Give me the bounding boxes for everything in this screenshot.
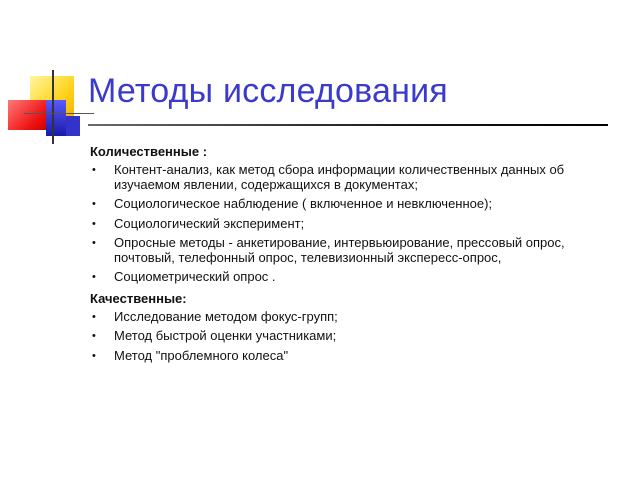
list-item-text: Социометрический опрос . bbox=[114, 269, 276, 284]
page-title: Методы исследования bbox=[88, 72, 448, 110]
title-divider bbox=[88, 124, 608, 126]
list-item-text: Исследование методом фокус-групп; bbox=[114, 308, 338, 324]
bullet-list bbox=[90, 163, 625, 285]
list-item bbox=[90, 349, 625, 364]
list-item-text: Социологическое наблюдение ( включенное и невключенное); bbox=[114, 196, 493, 211]
list-item bbox=[90, 310, 625, 325]
section-qualitative bbox=[90, 290, 625, 364]
bullet-dot-icon: • bbox=[92, 237, 96, 249]
blue-square-small bbox=[66, 116, 80, 136]
bullet-list bbox=[90, 310, 625, 364]
list-item-text: Метод быстрой оценки участниками; bbox=[114, 328, 337, 343]
decorative-squares bbox=[0, 0, 100, 150]
list-item bbox=[90, 197, 625, 212]
bullet-dot-icon: • bbox=[92, 198, 96, 210]
content-body bbox=[90, 143, 625, 368]
list-item bbox=[90, 217, 625, 232]
bullet-dot-icon: • bbox=[92, 330, 96, 342]
list-item bbox=[90, 163, 625, 192]
list-item-text: Метод "проблемного колеса" bbox=[114, 347, 289, 363]
red-square bbox=[8, 100, 48, 130]
blue-square bbox=[46, 100, 66, 136]
bullet-dot-icon: • bbox=[92, 349, 96, 362]
bullet-dot-icon: • bbox=[92, 310, 96, 323]
bullet-dot-icon: • bbox=[92, 164, 96, 176]
section-heading: Количественные : bbox=[90, 144, 208, 159]
list-item bbox=[90, 236, 625, 265]
vertical-line bbox=[52, 70, 54, 144]
list-item-text: Контент-анализ, как метод сбора информации количественных данных об изучаемом явлении, содержащихся в документах; bbox=[114, 162, 565, 192]
list-item-text: Социологический эксперимент; bbox=[114, 215, 305, 231]
list-item bbox=[90, 270, 625, 285]
list-item bbox=[90, 329, 625, 344]
bullet-dot-icon: • bbox=[92, 217, 96, 230]
section-quantitative bbox=[90, 143, 625, 285]
section-heading: Качественные: bbox=[90, 290, 187, 306]
horizontal-line bbox=[24, 113, 94, 114]
bullet-dot-icon: • bbox=[92, 271, 96, 283]
list-item-text: Опросные методы - анкетирование, интервьюирование, прессовый опрос, почтовый, телефонный опрос, телевизионный экспересс-опрос, bbox=[114, 235, 565, 265]
